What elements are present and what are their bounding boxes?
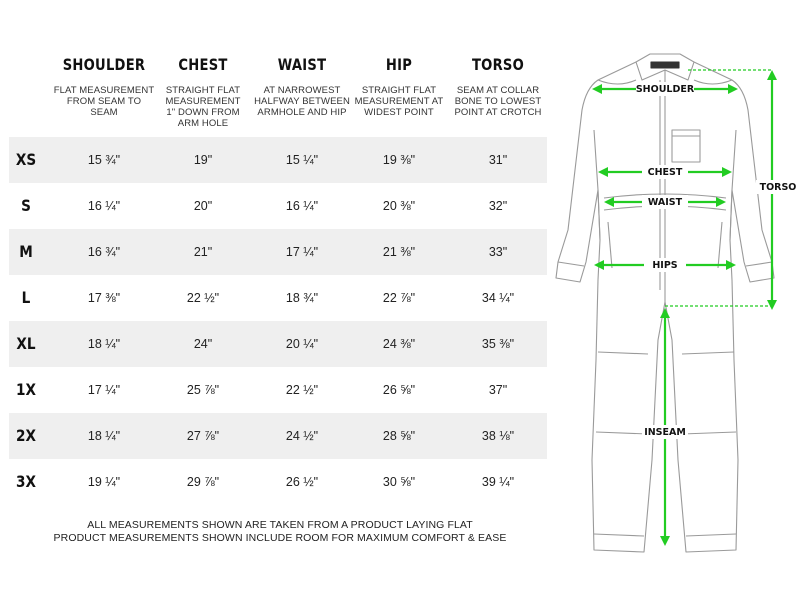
cell-waist: 26 ½": [285, 475, 319, 489]
cell-shoulder: 16 ¾": [87, 245, 121, 259]
size-label: 3X: [16, 472, 36, 491]
size-table: [9, 137, 547, 505]
column-title: HIP: [385, 55, 413, 74]
cell-shoulder: 17 ⅜": [87, 291, 121, 305]
cell-chest: 25 ⅞": [186, 383, 220, 397]
cell-hip: 30 ⅝": [382, 475, 416, 489]
table-row: [9, 183, 547, 229]
cell-shoulder: 15 ¾": [87, 153, 121, 167]
column-title: TORSO: [471, 55, 525, 74]
cell-torso: 35 ⅜": [481, 337, 515, 351]
torso-label: TORSO: [759, 182, 797, 193]
column-title: WAIST: [277, 55, 327, 74]
table-row: [9, 367, 547, 413]
note-line: ALL MEASUREMENTS SHOWN ARE TAKEN FROM A PRODUCT LAYING FLAT: [87, 519, 473, 531]
column-title: CHEST: [178, 55, 228, 74]
column-description: SEAM AT COLLAR BONE TO LOWEST POINT AT CROTCH: [454, 85, 542, 118]
waist-label: WAIST: [647, 197, 683, 208]
cell-hip: 26 ⅝": [382, 383, 416, 397]
hips-label: HIPS: [652, 260, 678, 271]
inseam-label: INSEAM: [644, 427, 686, 438]
cell-torso: 38 ⅛": [481, 429, 515, 443]
cell-waist: 22 ½": [285, 383, 319, 397]
table-row: [9, 459, 547, 505]
cell-waist: 24 ½": [285, 429, 319, 443]
size-label: XS: [15, 150, 37, 169]
cell-torso: 34 ¼": [481, 291, 515, 305]
cell-chest: 29 ⅞": [186, 475, 220, 489]
cell-torso: 37": [488, 383, 508, 397]
size-label: XL: [16, 334, 36, 353]
cell-torso: 31": [488, 153, 508, 167]
cell-chest: 21": [193, 245, 213, 259]
cell-torso: 32": [488, 199, 508, 213]
cell-torso: 33": [488, 245, 508, 259]
column-header-shoulder: [49, 55, 159, 118]
cell-waist: 18 ¾": [285, 291, 319, 305]
column-header-chest: [148, 55, 258, 129]
cell-waist: 16 ¼": [285, 199, 319, 213]
column-title: SHOULDER: [62, 55, 146, 74]
column-header-waist: [247, 55, 357, 118]
cell-waist: 20 ¼": [285, 337, 319, 351]
table-row: [9, 275, 547, 321]
column-description: STRAIGHT FLAT MEASUREMENT 1" DOWN FROM ARM HOLE: [165, 85, 241, 129]
column-header-hip: [344, 55, 454, 118]
column-header-torso: [443, 55, 553, 118]
measurement-note: [40, 519, 520, 545]
coverall-diagram: [548, 40, 800, 570]
column-description: AT NARROWEST HALFWAY BETWEEN ARMHOLE AND HIP: [254, 85, 350, 118]
note-line: PRODUCT MEASUREMENTS SHOWN INCLUDE ROOM FOR MAXIMUM COMFORT & EASE: [53, 532, 507, 544]
cell-chest: 19": [193, 153, 213, 167]
table-row: [9, 229, 547, 275]
size-label: 2X: [16, 426, 36, 445]
cell-shoulder: 17 ¼": [87, 383, 121, 397]
chest-label: CHEST: [647, 167, 683, 178]
cell-hip: 22 ⅞": [382, 291, 416, 305]
size-label: L: [21, 288, 31, 307]
cell-hip: 21 ⅜": [382, 245, 416, 259]
cell-shoulder: 18 ¼": [87, 337, 121, 351]
cell-chest: 27 ⅞": [186, 429, 220, 443]
table-row: [9, 413, 547, 459]
cell-hip: 19 ⅜": [382, 153, 416, 167]
cell-torso: 39 ¼": [481, 475, 515, 489]
size-label: M: [19, 242, 33, 261]
table-row: [9, 137, 547, 183]
size-label: S: [21, 196, 31, 215]
size-label: 1X: [16, 380, 36, 399]
measurement-guides: [592, 70, 777, 546]
cell-hip: 24 ⅜": [382, 337, 416, 351]
table-header: [0, 0, 560, 136]
table-row: [9, 321, 547, 367]
cell-chest: 20": [193, 199, 213, 213]
column-description: STRAIGHT FLAT MEASUREMENT AT WIDEST POINT: [354, 85, 444, 118]
cell-hip: 20 ⅜": [382, 199, 416, 213]
cell-waist: 15 ¼": [285, 153, 319, 167]
cell-chest: 22 ½": [186, 291, 220, 305]
cell-shoulder: 19 ¼": [87, 475, 121, 489]
cell-waist: 17 ¼": [285, 245, 319, 259]
cell-shoulder: 16 ¼": [87, 199, 121, 213]
column-description: FLAT MEASUREMENT FROM SEAM TO SEAM: [53, 85, 155, 118]
cell-hip: 28 ⅝": [382, 429, 416, 443]
cell-chest: 24": [193, 337, 213, 351]
cell-shoulder: 18 ¼": [87, 429, 121, 443]
shoulder-label: SHOULDER: [635, 84, 695, 95]
